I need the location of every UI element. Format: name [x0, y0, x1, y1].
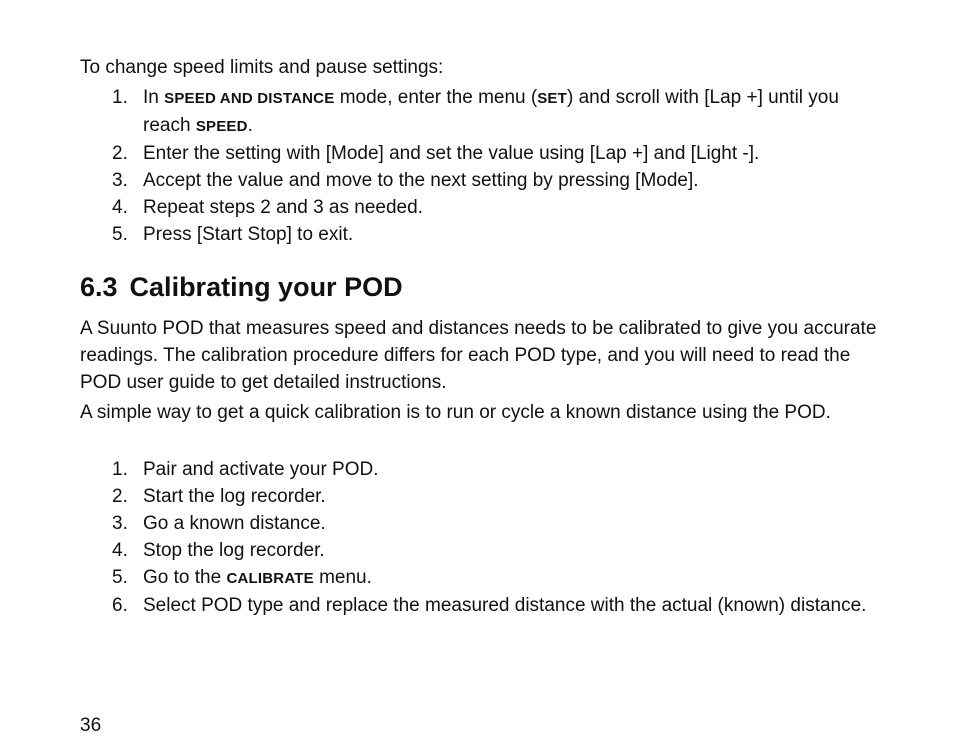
step-text-part: ) and scroll with [Lap +] until you reach	[143, 87, 839, 136]
section-heading	[80, 270, 403, 304]
list-item	[0, 592, 883, 619]
quick-calibration-paragraph: A simple way to get a quick calibration is to run or cycle a known distance using the POD.	[80, 402, 831, 423]
calibration-steps	[0, 456, 954, 619]
step-text: Press [Start Stop] to exit.	[143, 224, 354, 245]
step-text: Enter the setting with [Mode] and set the value using [Lap +] and [Light -].	[143, 143, 760, 164]
list-item	[0, 167, 883, 194]
step-number: 1.	[112, 87, 128, 108]
step-text-part: mode, enter the menu (	[334, 87, 538, 108]
step-number: 6.	[112, 595, 128, 616]
step-number: 5.	[112, 224, 128, 245]
step-number: 1.	[112, 459, 128, 480]
step-text: Repeat steps 2 and 3 as needed.	[143, 197, 423, 218]
speed-settings-steps	[0, 84, 954, 248]
step-number: 5.	[112, 567, 128, 588]
list-item	[0, 194, 883, 221]
list-item	[0, 483, 883, 510]
step-text: Stop the log recorder.	[143, 540, 325, 561]
calibration-intro-paragraph: A Suunto POD that measures speed and distances needs to be calibrated to give you accurate readings. The calibration procedure differs for each POD type, and you will need to read the POD user guide to get detailed instructions.	[80, 318, 877, 393]
list-item	[0, 140, 883, 167]
page-number: 36	[80, 715, 102, 736]
list-item	[0, 510, 883, 537]
step-text: Accept the value and move to the next setting by pressing [Mode].	[143, 170, 699, 191]
step-text-part: Go to the	[143, 567, 227, 588]
section-number: 6.3	[80, 272, 118, 302]
list-item	[0, 456, 883, 483]
section-title: Calibrating your POD	[129, 272, 403, 302]
step-text: Start the log recorder.	[143, 486, 326, 507]
list-item	[0, 537, 883, 564]
step-number: 4.	[112, 197, 128, 218]
menu-name-set: SET	[537, 90, 567, 107]
intro-text: To change speed limits and pause settings:	[80, 57, 444, 78]
step-text-part: In	[143, 87, 165, 108]
step-text: Pair and activate your POD.	[143, 459, 379, 480]
step-number: 3.	[112, 513, 128, 534]
step-number: 3.	[112, 170, 128, 191]
step-number: 2.	[112, 143, 128, 164]
step-text: Go a known distance.	[143, 513, 326, 534]
step-text-part: .	[247, 115, 253, 136]
mode-name-speed-and-distance: SPEED AND DISTANCE	[164, 90, 335, 107]
list-item	[0, 84, 883, 140]
list-item	[0, 221, 883, 248]
list-item	[0, 564, 883, 592]
step-text-part: menu.	[313, 567, 372, 588]
step-number: 2.	[112, 486, 128, 507]
step-number: 4.	[112, 540, 128, 561]
menu-name-calibrate: CALIBRATE	[226, 570, 314, 587]
menu-name-speed: SPEED	[195, 118, 248, 135]
step-text: Select POD type and replace the measured distance with the actual (known) distance.	[143, 595, 867, 616]
